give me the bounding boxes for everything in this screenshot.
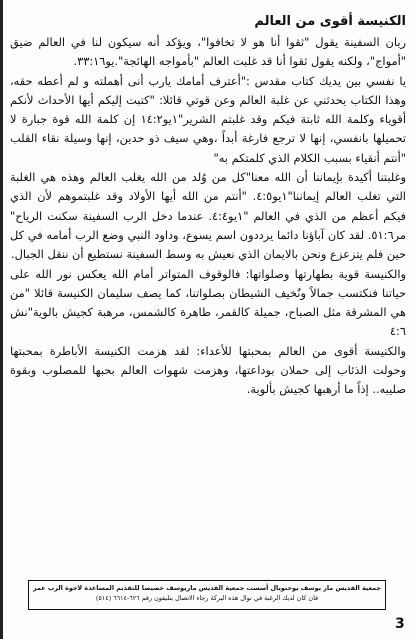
footer-line-1: جمعية القديس مار يوسف يوحنويال أسست جمعية القديس ماريوسف خصيصا للتقديم المساعدة لاخوة الرب عمر <box>32 584 382 592</box>
paragraph-4: والكنيسة قوية بطهارتها وصلواتها: فالوقوف المتواتر أمام الله يعكس نور الله على حياتنا فنكتسب جمالاً ونُخيف الشيطان بصلواتنا، كما يصف سليمان الكنيسة قائلا "من هي المشرقة مثل الصباح، جميلة كالقمر، طاهرة كالشمس، مرهبة كجيش بالوية"نش ٤:٦ <box>10 266 406 339</box>
footer-line-2: فان كان لديك الرغبة في نوال هذه البركة رجاء الاتصال بتليفون رقم ٦٢٦-٦٦١٤ (٥١٤) <box>95 593 319 602</box>
page-left-edge <box>0 0 3 639</box>
paragraph-3: وغلبتنا أكيدة بإيماننا أن الله معنا"كل من وُلد من الله يغلب العالم وهذه هي الغلبة التي تغلب العالم إيماننا"١يو٤:٥. "أنتم من الله أيها الأولاد وقد غلبتموهم لأن الذي فيكم أعظم من الذي في العالم "١يو٤:٤. عندما دخل الرب السفينة سكنت الرياح" مر٥١:٦. لقد كان آباؤنا دائما يرددون اسم يسوع، وداود النبي وضع الرب أمامه في كل حين فلم يتزعزع ونحن بالايمان الذي نعيش به وسط السفينة نستطيع أن ننقل الجبال. <box>10 170 406 262</box>
paragraph-2: يا نفسي بين يديك كتاب مقدس :"أعترف أمامك يارب أنى أهملته و لم أعطه حقه، وهذا الكتاب يحدثني عن غلبة العالم وعن قوتي قائلا: "كتبت إليكم أيها الأحداث لأنكم أقوياء وكلمة الله ثابتة فيكم وقد غلبتم الشرير"١يو١٤:٢ إن كلمة الله قوة جبارة لا تحميلها بانفسي، إنها لا ترجع فارغة أبداً ،وهي سيف ذو حدين، إنها وسيلة نقاء القلب "أنتم أنقياء بسبب الكلام الذي كلمتكم به" <box>10 73 406 165</box>
page-number: 3 <box>395 616 405 632</box>
article-title: الكنيسة أقوى من العالم <box>254 14 406 29</box>
footer-notice-box <box>28 580 386 610</box>
paragraph-1: ربان السفينة يقول "ثقوا أنا هو لا تخافوا"، ويؤكد أنه سيكون لنا في العالم ضيق "أمواج"، ولكنه يقول ثقوا أنا قد غلبت العالم "بأمواجه الهائجة".يو٣٣:١٦. <box>10 35 406 69</box>
paragraph-5: والكنيسة أقوى من العالم بمحبتها للأعداء: لقد هزمت الكنيسة الأباطرة بمحبتها وحولت الذئاب إلى حملان بوداعتها، وهزمت شهوات العالم بحبها للمصلوب وبقوة صليبه.. إذاً ما أرهبها كجيش بألوية. <box>10 343 406 397</box>
article-body <box>10 12 406 400</box>
